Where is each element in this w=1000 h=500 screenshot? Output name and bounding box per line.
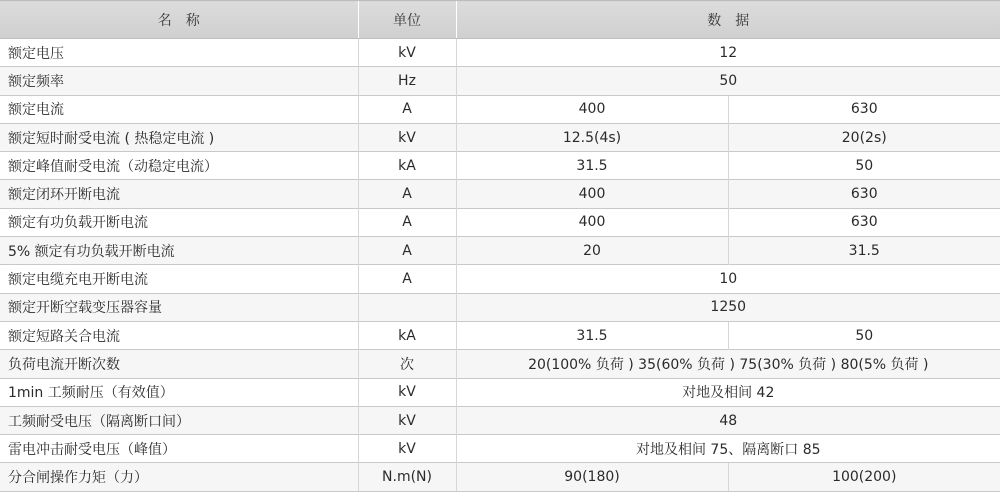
value-cell: 对地及相间 42	[456, 378, 1000, 406]
table-row	[0, 208, 1000, 236]
value-cell: 630	[728, 180, 1000, 208]
unit-cell: kA	[358, 152, 456, 180]
value-cell: 20(100% 负荷 ) 35(60% 负荷 ) 75(30% 负荷 ) 80(5% 负荷 )	[456, 350, 1000, 378]
table-row	[0, 237, 1000, 265]
header-data: 数 据	[456, 1, 1000, 39]
param-name-cell: 额定电压	[0, 39, 358, 67]
param-name-cell: 额定电缆充电开断电流	[0, 265, 358, 293]
param-name-cell: 负荷电流开断次数	[0, 350, 358, 378]
table-row	[0, 350, 1000, 378]
table-row	[0, 265, 1000, 293]
param-name-cell: 工频耐受电压（隔离断口间）	[0, 406, 358, 434]
table-row	[0, 180, 1000, 208]
value-cell: 630	[728, 208, 1000, 236]
table-body	[0, 39, 1000, 492]
param-name-cell: 额定开断空载变压器容量	[0, 293, 358, 321]
value-cell: 10	[456, 265, 1000, 293]
unit-cell	[358, 293, 456, 321]
value-cell: 400	[456, 180, 728, 208]
table-row	[0, 378, 1000, 406]
table-row	[0, 293, 1000, 321]
value-cell: 400	[456, 208, 728, 236]
value-cell: 50	[728, 152, 1000, 180]
header-row	[0, 1, 1000, 39]
unit-cell: A	[358, 95, 456, 123]
table-row	[0, 95, 1000, 123]
table-header	[0, 1, 1000, 39]
unit-cell: kV	[358, 39, 456, 67]
param-name-cell: 额定电流	[0, 95, 358, 123]
table-row	[0, 39, 1000, 67]
param-name-cell: 额定峰值耐受电流（动稳定电流）	[0, 152, 358, 180]
unit-cell: kV	[358, 378, 456, 406]
value-cell: 90(180)	[456, 463, 728, 491]
param-name-cell: 额定有功负载开断电流	[0, 208, 358, 236]
unit-cell: Hz	[358, 67, 456, 95]
param-name-cell: 5% 额定有功负载开断电流	[0, 237, 358, 265]
unit-cell: N.m(N)	[358, 463, 456, 491]
table-row	[0, 67, 1000, 95]
table-row	[0, 123, 1000, 151]
param-name-cell: 额定短路关合电流	[0, 321, 358, 349]
unit-cell: A	[358, 180, 456, 208]
unit-cell: kV	[358, 435, 456, 463]
value-cell: 50	[728, 321, 1000, 349]
unit-cell: A	[358, 237, 456, 265]
unit-cell: kV	[358, 123, 456, 151]
value-cell: 630	[728, 95, 1000, 123]
param-name-cell: 1min 工频耐压（有效值）	[0, 378, 358, 406]
table-row	[0, 152, 1000, 180]
param-name-cell: 分合闸操作力矩（力）	[0, 463, 358, 491]
value-cell: 48	[456, 406, 1000, 434]
value-cell: 31.5	[728, 237, 1000, 265]
value-cell: 400	[456, 95, 728, 123]
table-row	[0, 321, 1000, 349]
value-cell: 50	[456, 67, 1000, 95]
value-cell: 对地及相间 75、隔离断口 85	[456, 435, 1000, 463]
value-cell: 12.5(4s)	[456, 123, 728, 151]
table-row	[0, 406, 1000, 434]
unit-cell: 次	[358, 350, 456, 378]
unit-cell: A	[358, 265, 456, 293]
value-cell: 12	[456, 39, 1000, 67]
header-name: 名 称	[0, 1, 358, 39]
param-name-cell: 额定短时耐受电流 ( 热稳定电流 )	[0, 123, 358, 151]
value-cell: 20	[456, 237, 728, 265]
value-cell: 20(2s)	[728, 123, 1000, 151]
value-cell: 31.5	[456, 152, 728, 180]
param-name-cell: 雷电冲击耐受电压（峰值）	[0, 435, 358, 463]
unit-cell: kA	[358, 321, 456, 349]
value-cell: 100(200)	[728, 463, 1000, 491]
unit-cell: kV	[358, 406, 456, 434]
param-name-cell: 额定闭环开断电流	[0, 180, 358, 208]
value-cell: 31.5	[456, 321, 728, 349]
param-name-cell: 额定频率	[0, 67, 358, 95]
value-cell: 1250	[456, 293, 1000, 321]
table-row	[0, 435, 1000, 463]
unit-cell: A	[358, 208, 456, 236]
table-row	[0, 463, 1000, 491]
header-unit: 单位	[358, 1, 456, 39]
